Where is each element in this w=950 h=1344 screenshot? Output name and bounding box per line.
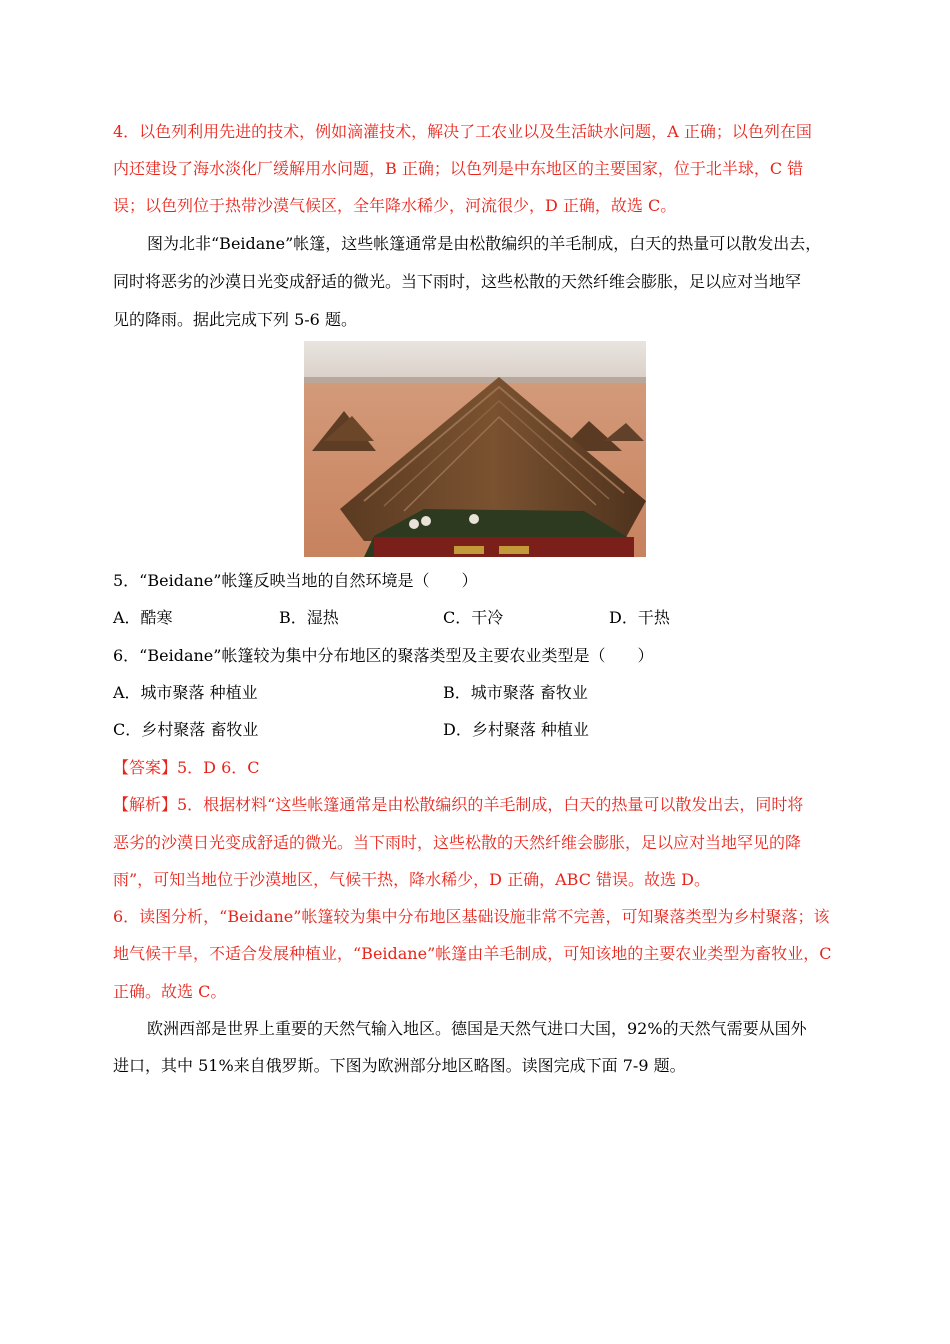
q6-option-a: A．城市聚落 种植业 — [113, 683, 258, 702]
q5-option-d: D．干热 — [609, 608, 670, 627]
analysis-line-3: 雨”，可知当地位于沙漠地区，气候干热，降水稀少，D 正确，ABC 错误。故选 D。 — [113, 870, 710, 889]
analysis-line-6: 正确。故选 C。 — [113, 982, 227, 1001]
q6-option-c: C．乡村聚落 畜牧业 — [113, 720, 259, 739]
intro-5-6-line-3: 见的降雨。据此完成下列 5-6 题。 — [113, 310, 357, 329]
q4-explanation-line-2: 内还建设了海水淡化厂缓解用水问题，B 正确；以色列是中东地区的主要国家，位于北半球，C 错 — [113, 159, 804, 178]
q5-stem: 5．“Beidane”帐篷反映当地的自然环境是（ ） — [113, 571, 478, 590]
q6-stem: 6．“Beidane”帐篷较为集中分布地区的聚落类型及主要农业类型是（ ） — [113, 646, 654, 665]
q4-explanation-line-3: 误；以色列位于热带沙漠气候区，全年降水稀少，河流很少，D 正确，故选 C。 — [113, 196, 677, 215]
intro-7-9-line-1: 欧洲西部是世界上重要的天然气输入地区。德国是天然气进口大国，92%的天然气需要从国外 — [147, 1019, 807, 1038]
q5-option-a: A．酷寒 — [113, 608, 173, 627]
intro-5-6-line-1: 图为北非“Beidane”帐篷，这些帐篷通常是由松散编织的羊毛制成，白天的热量可以散发出去， — [147, 234, 822, 253]
q4-explanation-line-1: 4．以色列利用先进的技术，例如滴灌技术，解决了工农业以及生活缺水问题，A 正确；以色列在国 — [113, 122, 812, 141]
answer-line: 【答案】5．D 6．C — [113, 758, 260, 777]
q6-option-b: B．城市聚落 畜牧业 — [443, 683, 588, 702]
q6-option-d: D．乡村聚落 种植业 — [443, 720, 589, 739]
intro-5-6-line-2: 同时将恶劣的沙漠日光变成舒适的微光。当下雨时，这些松散的天然纤维会膨胀，足以应对当地罕 — [113, 272, 802, 291]
analysis-line-5: 地气候干旱，不适合发展种植业，“Beidane”帐篷由羊毛制成，可知该地的主要农业类型为畜牧业，C — [113, 944, 832, 963]
q5-option-b: B．湿热 — [279, 608, 339, 627]
beidane-tent-photo — [304, 341, 646, 557]
q5-option-c: C．干冷 — [443, 608, 504, 627]
analysis-line-4: 6．读图分析，“Beidane”帐篷较为集中分布地区基础设施非常不完善，可知聚落类型为乡村聚落；该 — [113, 907, 830, 926]
intro-7-9-line-2: 进口，其中 51%来自俄罗斯。下图为欧洲部分地区略图。读图完成下面 7-9 题。 — [113, 1056, 686, 1075]
analysis-line-1: 【解析】5．根据材料“这些帐篷通常是由松散编织的羊毛制成，白天的热量可以散发出去，同时将 — [113, 795, 804, 814]
analysis-line-2: 恶劣的沙漠日光变成舒适的微光。当下雨时，这些松散的天然纤维会膨胀，足以应对当地罕见的降 — [113, 833, 802, 852]
